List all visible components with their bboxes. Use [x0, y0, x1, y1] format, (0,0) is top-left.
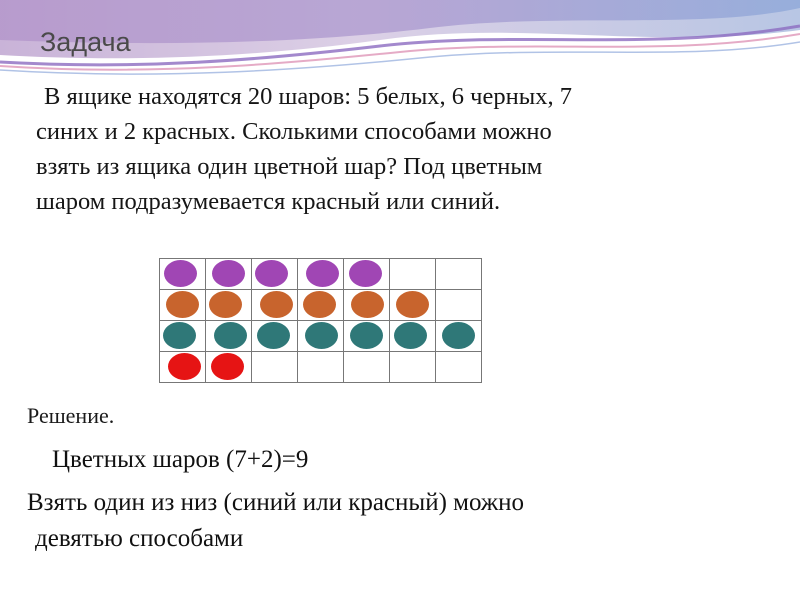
ball: [351, 291, 384, 318]
ball: [164, 260, 197, 287]
ball-grid-cell: [160, 352, 206, 383]
ball-grid-cell: [390, 321, 436, 352]
ball-grid: [159, 258, 482, 383]
problem-text: [36, 79, 756, 219]
ball-grid-cell: [436, 321, 482, 352]
ball: [166, 291, 199, 318]
ball-grid-cell: [252, 352, 298, 383]
ball-grid-cell: [344, 321, 390, 352]
ball: [306, 260, 339, 287]
ball-grid-cell: [160, 259, 206, 290]
ball-grid-row: [160, 352, 482, 383]
solution-label: Решение.: [27, 403, 115, 428]
ball-grid-cell: [252, 321, 298, 352]
ball-grid-cell: [390, 290, 436, 321]
ball-grid-cell: [206, 290, 252, 321]
ball: [214, 322, 247, 349]
ball: [350, 322, 383, 349]
problem-line: взять из ящика один цветной шар? Под цветным: [36, 153, 543, 180]
ball-grid-cell: [436, 259, 482, 290]
solution-conclusion-line: Взять один из низ (синий или красный) можно: [27, 489, 525, 516]
ball: [257, 322, 290, 349]
ball: [168, 353, 201, 380]
ball-grid-cell: [344, 352, 390, 383]
ball-grid-cell: [344, 259, 390, 290]
ball-grid-cell: [298, 352, 344, 383]
ball-grid-cell: [298, 259, 344, 290]
ball-grid-row: [160, 259, 482, 290]
ball: [305, 322, 338, 349]
ball-grid-cell: [206, 259, 252, 290]
ball: [211, 353, 244, 380]
problem-line: В ящике находятся 20 шаров: 5 белых, 6 черных, 7: [44, 83, 572, 110]
ball: [349, 260, 382, 287]
ball-grid-cell: [252, 259, 298, 290]
ball-grid-cell: [344, 290, 390, 321]
ball-grid-cell: [390, 352, 436, 383]
ball: [209, 291, 242, 318]
ball-grid-cell: [298, 321, 344, 352]
ball-grid-cell: [206, 352, 252, 383]
ball-grid-cell: [390, 259, 436, 290]
ball-grid-cell: [206, 321, 252, 352]
ball-grid-cell: [436, 290, 482, 321]
ball: [394, 322, 427, 349]
solution-conclusion: [27, 485, 767, 557]
problem-line: синих и 2 красных. Сколькими способами можно: [36, 118, 552, 145]
ball: [163, 322, 196, 349]
ball-grid-cell: [160, 321, 206, 352]
ball-grid-cell: [298, 290, 344, 321]
ball-grid-cell: [160, 290, 206, 321]
ball-grid-cell: [252, 290, 298, 321]
ball-grid-row: [160, 321, 482, 352]
ball: [396, 291, 429, 318]
problem-line: шаром подразумевается красный или синий.: [36, 188, 501, 215]
ball: [255, 260, 288, 287]
ball: [260, 291, 293, 318]
solution-conclusion-line: девятью способами: [35, 525, 244, 552]
ball-grid-cell: [436, 352, 482, 383]
ball: [212, 260, 245, 287]
slide-title: Задача: [40, 27, 131, 57]
ball-grid-row: [160, 290, 482, 321]
solution-line: Цветных шаров (7+2)=9: [52, 446, 309, 473]
ball: [442, 322, 475, 349]
ball: [303, 291, 336, 318]
